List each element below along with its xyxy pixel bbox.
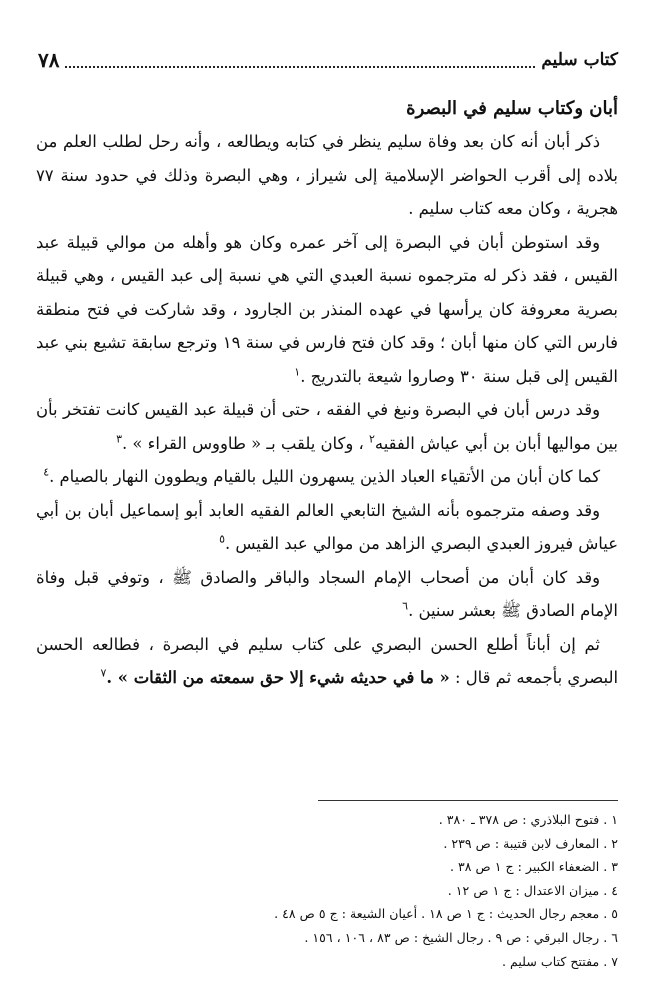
paragraph-1: ذكر أبان أنه كان بعد وفاة سليم ينظر في كتابه ويطالعه ، وأنه رحل لطلب العلم من بلاده إلى أقرب الحواضر الإسلامية إلى شيراز ، وهي البصرة وذلك في حدود سنة ٧٧ هجرية ، وكان معه كتاب سليم . <box>36 132 618 218</box>
paragraph-3-text-b: ، وكان يلقب بـ « طاووس القراء » . <box>122 433 364 453</box>
page-body <box>36 92 618 695</box>
paragraph-7-quote: « ما في حديثه شيء إلا حق سمعته من الثقات » . <box>106 668 450 687</box>
running-title: كتاب سليم <box>541 50 618 70</box>
footnote-ref-4[interactable]: ٤ <box>43 465 50 479</box>
paragraph-5-text: وقد وصفه مترجموه بأنه الشيخ التابعي العالم الفقيه العابد أبو إسماعيل أبان بن أبي عياش فيروز العبدي البصري الزاهد من موالي عبد القيس . <box>36 500 618 553</box>
paragraph-2 <box>36 226 618 394</box>
footnote-item: ٦ . رجال البرقي : ص ٩ . رجال الشيخ : ص ٨٣ ، ١٠٦ ، ١٥٦ . <box>304 929 618 945</box>
footnote-ref-3[interactable]: ٣ <box>116 432 123 446</box>
page-header <box>38 40 618 80</box>
paragraph-3-text-a: وقد درس أبان في البصرة ونبغ في الفقه ، حتى أن قبيلة عبد القيس كانت تفتخر بأن بين مواليها أبان بن أبي عياش الفقيه <box>36 400 618 453</box>
paragraph-6-text: وقد كان أبان من أصحاب الإمام السجاد والباقر والصادق ﷺ ، وتوفي قبل وفاة الإمام الصادق ﷺ بعشر سنين . <box>36 567 618 620</box>
footnote-item: ١ . فتوح البلاذري : ص ٣٧٨ ـ ٣٨٠ . <box>438 812 618 827</box>
paragraph-7 <box>36 628 618 695</box>
paragraph-4-text: كما كان أبان من الأتقياء العباد الذين يسهرون الليل بالقيام ويطوون النهار بالصيام . <box>49 467 600 486</box>
paragraph-7-text: ثم إن أباناً أطلع الحسن البصري على كتاب سليم في البصرة ، فطالعه الحسن البصري بأجمعه ثم قال : <box>36 634 618 687</box>
footnote-item: ٢ . المعارف لابن قتيبة : ص ٢٣٩ . <box>443 835 618 851</box>
footnote-divider <box>318 800 618 801</box>
footnote-item: ٥ . معجم رجال الحديث : ج ١ ص ١٨ . أعيان الشيعة : ج ٥ ص ٤٨ . <box>274 906 618 922</box>
paragraph-6 <box>36 561 618 628</box>
footnote-item: ٣ . الضعفاء الكبير : ج ١ ص ٣٨ . <box>449 859 618 875</box>
footnote-ref-7[interactable]: ٧ <box>100 666 107 680</box>
header-dotted-leader <box>65 66 535 68</box>
footnote-ref-6[interactable]: ٦ <box>402 599 409 613</box>
paragraph-2-text: وقد استوطن أبان في البصرة إلى آخر عمره وكان هو وأهله من موالي قبيلة عبد القيس ، فقد ذكر له مترجموه نسبة العبدي التي هي نسبة إلى عبد القيس ، وهي قبيلة بصرية معروفة كان يرأسها في عهده المنذر بن الجارود ، وقد شاركت في فتح منطقة فارس التي كان منها أبان ؛ وقد كان فتح فارس في سنة ١٩ وترجع سابقة تشيع بني عبد القيس إلى قبل سنة ٣٠ وصاروا شيعة بالتدريج . <box>36 232 618 386</box>
paragraph-4 <box>36 460 618 494</box>
page-number: ٧٨ <box>38 48 60 72</box>
footnote-ref-2[interactable]: ٢ <box>368 432 375 446</box>
footnotes-list <box>36 808 618 973</box>
footnote-ref-1[interactable]: ١ <box>294 365 301 379</box>
footnote-item: ٧ . مفتتح كتاب سليم . <box>501 953 618 969</box>
footnote-item: ٤ . ميزان الاعتدال : ج ١ ص ١٢ . <box>447 882 618 898</box>
paragraph-5 <box>36 494 618 561</box>
section-heading: أبان وكتاب سليم في البصرة <box>406 98 618 119</box>
paragraph-3 <box>36 393 618 460</box>
footnote-ref-5[interactable]: ٥ <box>219 532 225 546</box>
